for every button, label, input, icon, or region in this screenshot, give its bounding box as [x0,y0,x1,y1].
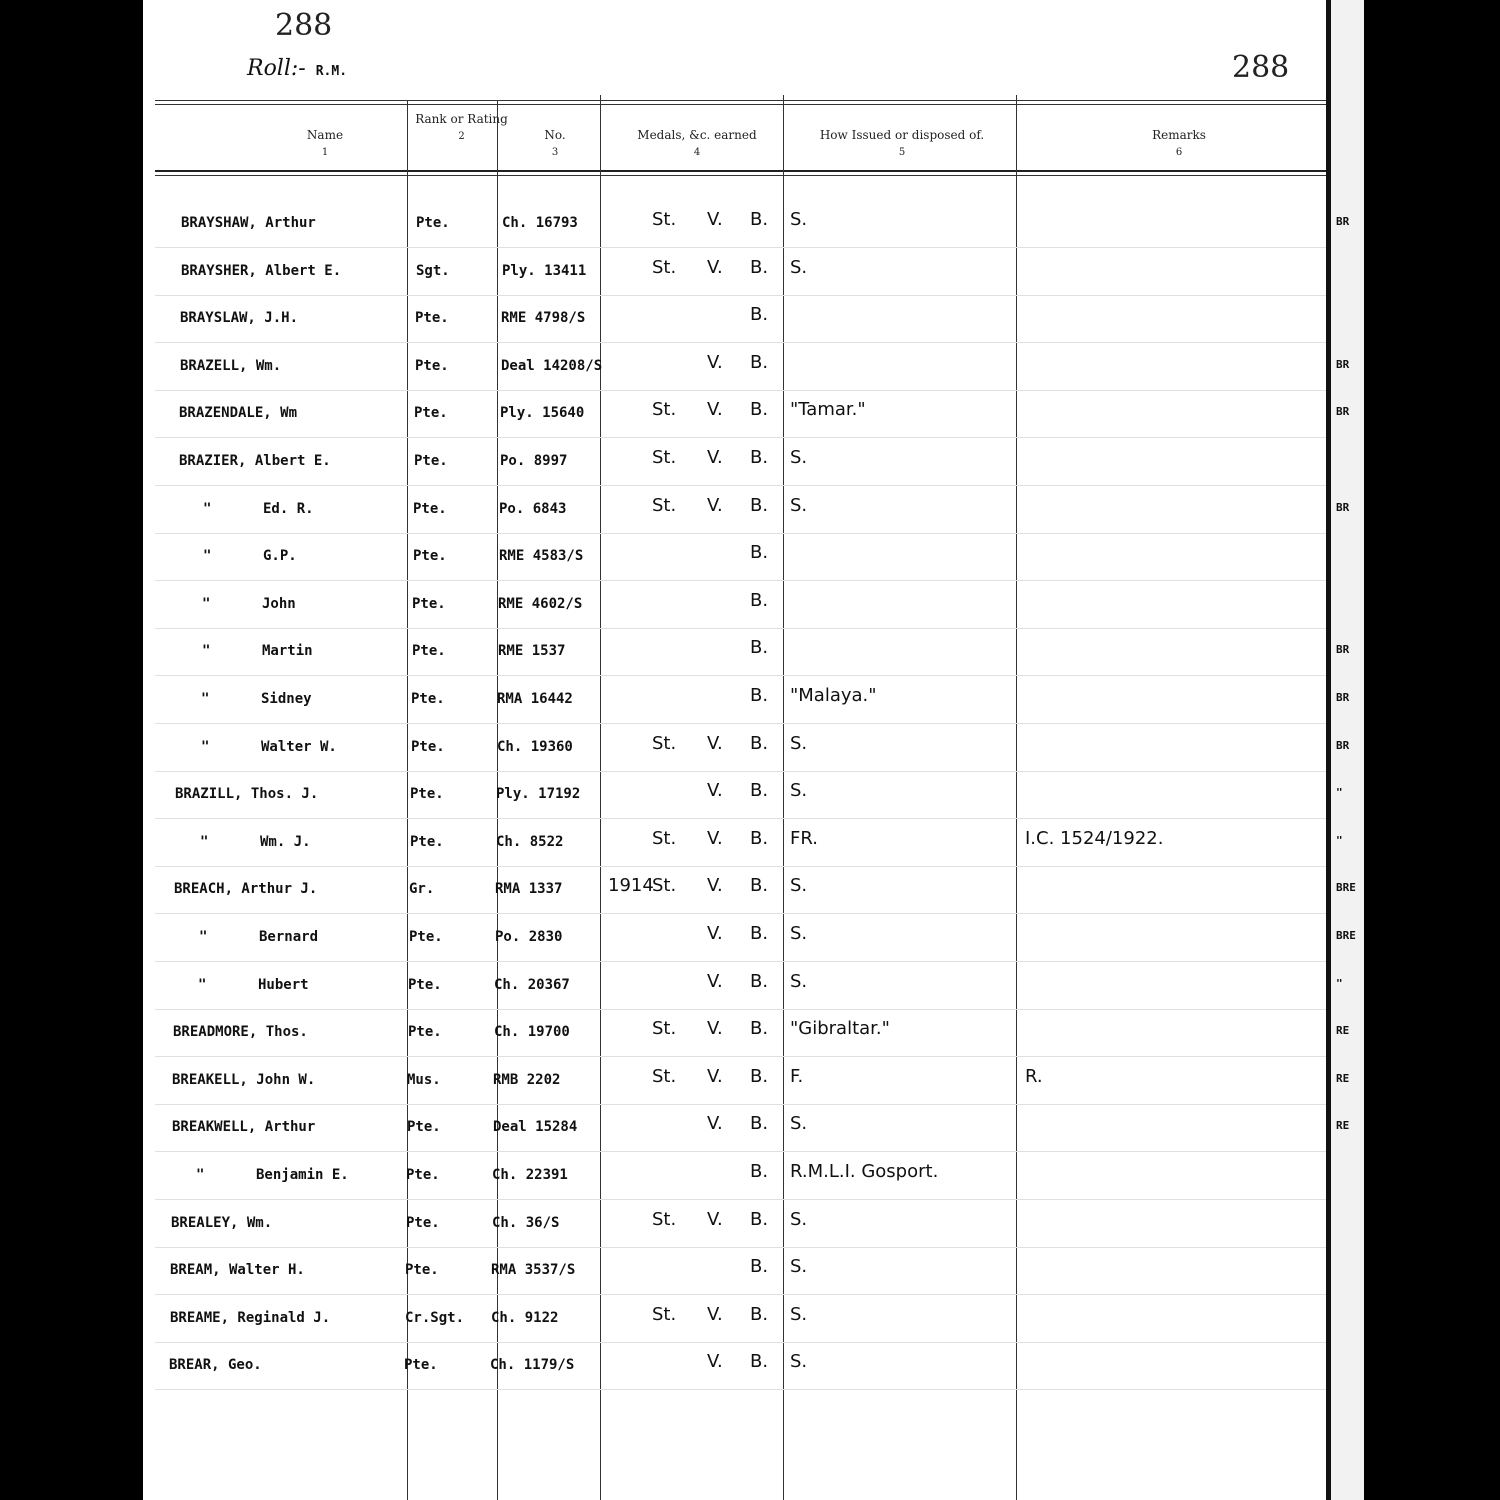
issued-cell: S. [790,875,808,896]
issued-cell: S. [790,257,808,278]
service-number: Ch. 9122 [491,1310,559,1326]
given-name: Ed. R. [263,501,314,517]
medal-star: St. [652,447,677,468]
issued-cell: S. [790,1256,808,1277]
issued-cell: S. [790,923,808,944]
edge-tab: BR [1336,358,1350,371]
page-number-right: 288 [1232,50,1290,85]
issued-cell: S. [790,447,808,468]
medal-british: B. [750,1304,769,1325]
rank-cell: Pte. [414,405,448,421]
medal-star: St. [652,1209,677,1230]
service-number: RME 4583/S [499,548,584,564]
medal-victory: V. [707,780,723,801]
medal-british: B. [750,495,769,516]
row-rule [155,1389,1326,1390]
edge-tab: BR [1336,501,1350,514]
medal-victory: V. [707,399,723,420]
row-rule [155,390,1326,391]
service-number: RME 4602/S [498,596,583,612]
edge-tab: BRE [1336,881,1356,894]
ditto-mark: " [199,929,208,945]
row-rule [155,1056,1326,1057]
surname-entry: BREAM, Walter H. [170,1262,305,1278]
rank-cell: Pte. [404,1357,438,1373]
row-rule [155,1151,1326,1152]
edge-tab: BR [1336,215,1350,228]
medal-british: B. [750,209,769,230]
surname-entry: BRAZILL, Thos. J. [175,786,319,802]
medal-star: St. [652,1066,677,1087]
row-rule [155,818,1326,819]
issued-cell: S. [790,733,808,754]
row-rule [155,675,1326,676]
medal-victory: V. [707,828,723,849]
rank-cell: Pte. [414,453,448,469]
service-number: Ch. 19700 [494,1024,570,1040]
medal-victory: V. [707,352,723,373]
surname-entry: BREADMORE, Thos. [173,1024,308,1040]
row-rule [155,961,1326,962]
issued-cell: "Gibraltar." [790,1018,890,1039]
given-name: Martin [262,643,313,659]
ditto-mark: " [201,739,210,755]
medal-victory: V. [707,1018,723,1039]
edge-tab: BR [1336,739,1350,752]
edge-tab: BR [1336,643,1350,656]
rank-cell: Pte. [410,786,444,802]
given-name: Benjamin E. [256,1167,349,1183]
rank-cell: Pte. [406,1215,440,1231]
edge-tab: BRE [1336,929,1356,942]
edge-tab: " [1336,834,1343,847]
header-bottom-rule [155,170,1326,172]
col-header-name: Name 1 [306,128,344,158]
service-number: Ch. 20367 [494,977,570,993]
service-number: Ch. 16793 [502,215,578,231]
row-rule [155,437,1326,438]
issued-cell: FR. [790,828,818,849]
medal-british: B. [750,1209,769,1230]
service-number: Deal 14208/S [501,358,603,374]
rank-cell: Pte. [412,643,446,659]
medal-british: B. [750,304,769,325]
medal-victory: V. [707,1066,723,1087]
medal-victory: V. [707,209,723,230]
row-rule [155,1199,1326,1200]
row-rule [155,723,1326,724]
medal-british: B. [750,1256,769,1277]
col-divider-1 [407,100,408,1500]
edge-tab: " [1336,977,1343,990]
given-name: Sidney [261,691,312,707]
row-rule [155,1294,1326,1295]
issued-cell: S. [790,1351,808,1372]
surname-entry: BREAKELL, John W. [172,1072,316,1088]
row-rule [155,247,1326,248]
col-header-issued: How Issued or disposed of. 5 [819,128,985,158]
header-top-rule-2 [155,104,1326,105]
rank-cell: Pte. [413,548,447,564]
issued-cell: S. [790,1304,808,1325]
service-number: Ply. 13411 [502,263,587,279]
medal-victory: V. [707,1209,723,1230]
issued-cell: S. [790,1113,808,1134]
rank-cell: Pte. [416,215,450,231]
ditto-mark: " [203,548,212,564]
medal-victory: V. [707,257,723,278]
medal-british: B. [750,542,769,563]
rank-cell: Pte. [406,1167,440,1183]
surname-entry: BRAYSLAW, J.H. [180,310,299,326]
row-rule [155,1342,1326,1343]
surname-entry: BRAZELL, Wm. [180,358,282,374]
row-rule [155,1009,1326,1010]
col-header-remarks: Remarks 6 [1152,128,1206,158]
header-bottom-rule-2 [155,175,1326,176]
rank-cell: Gr. [409,881,435,897]
col-divider-5 [1016,95,1017,1500]
service-number: Ply. 17192 [496,786,581,802]
row-rule [155,295,1326,296]
ditto-mark: " [201,691,210,707]
remarks-cell: I.C. 1524/1922. [1025,828,1164,849]
rank-cell: Pte. [408,1024,442,1040]
row-rule [155,580,1326,581]
ditto-mark: " [202,596,211,612]
medal-victory: V. [707,1113,723,1134]
ditto-mark: " [203,501,212,517]
service-number: Po. 2830 [495,929,563,945]
surname-entry: BREAR, Geo. [169,1357,262,1373]
medal-british: B. [750,828,769,849]
edge-tab: BR [1336,691,1350,704]
medal-british: B. [750,590,769,611]
col-header-medals: Medals, &c. earned 4 [637,128,757,158]
medal-british: B. [750,257,769,278]
issued-cell: S. [790,971,808,992]
rank-cell: Pte. [415,310,449,326]
service-number: RMA 16442 [497,691,573,707]
medal-british: B. [750,352,769,373]
service-number: RME 1537 [498,643,566,659]
edge-tab: RE [1336,1072,1350,1085]
medal-star: St. [652,875,677,896]
rank-cell: Pte. [410,834,444,850]
row-rule [155,1104,1326,1105]
medal-british: B. [750,685,769,706]
surname-entry: BRAZENDALE, Wm [179,405,298,421]
row-rule [155,771,1326,772]
medal-british: B. [750,733,769,754]
page-number-left: 288 [275,8,333,43]
rank-cell: Pte. [411,691,445,707]
service-number: RME 4798/S [501,310,586,326]
service-number: Ch. 22391 [492,1167,568,1183]
medal-star: St. [652,733,677,754]
issued-cell: "Malaya." [790,685,877,706]
service-number: Ch. 8522 [496,834,564,850]
surname-entry: BREALEY, Wm. [171,1215,273,1231]
edge-tab: BR [1336,405,1350,418]
issued-cell: S. [790,1209,808,1230]
medal-victory: V. [707,971,723,992]
medal-british: B. [750,637,769,658]
edge-tab: " [1336,786,1343,799]
service-number: Ch. 36/S [492,1215,560,1231]
medal-victory: V. [707,495,723,516]
issued-cell: S. [790,209,808,230]
row-rule [155,913,1326,914]
given-name: Bernard [259,929,319,945]
issued-cell: R.M.L.I. Gosport. [790,1161,939,1182]
medal-star: St. [652,209,677,230]
roll-heading [247,56,347,81]
medal-victory: V. [707,875,723,896]
medal-star: St. [652,1018,677,1039]
roll-label: Roll:- [247,56,306,81]
ditto-mark: " [200,834,209,850]
service-number: Ply. 15640 [500,405,585,421]
ditto-mark: " [198,977,207,993]
medal-british: B. [750,923,769,944]
medal-british: B. [750,399,769,420]
service-number: Po. 6843 [499,501,567,517]
surname-entry: BREACH, Arthur J. [174,881,318,897]
rank-cell: Mus. [407,1072,441,1088]
remarks-cell: R. [1025,1066,1043,1087]
surname-entry: BRAYSHAW, Arthur [181,215,316,231]
medal-british: B. [750,875,769,896]
rank-cell: Pte. [413,501,447,517]
rank-cell: Pte. [411,739,445,755]
header-top-rule [155,100,1326,101]
service-number: RMB 2202 [493,1072,561,1088]
row-rule [155,485,1326,486]
issued-cell: S. [790,495,808,516]
medal-victory: V. [707,1351,723,1372]
surname-entry: BRAYSHER, Albert E. [181,263,342,279]
medal-british: B. [750,971,769,992]
surname-entry: BREAKWELL, Arthur [172,1119,316,1135]
roll-value: R.M. [315,64,348,79]
medal-star: St. [652,495,677,516]
rank-cell: Pte. [405,1262,439,1278]
rank-cell: Pte. [407,1119,441,1135]
medal-star: St. [652,257,677,278]
rank-cell: Cr.Sgt. [405,1310,465,1326]
service-number: RMA 1337 [495,881,563,897]
medal-british: B. [750,447,769,468]
issued-cell: F. [790,1066,804,1087]
col-header-rank: Rank or Rating 2 [415,112,508,142]
row-rule [155,1247,1326,1248]
medal-victory: V. [707,923,723,944]
service-number: RMA 3537/S [491,1262,576,1278]
surname-entry: BREAME, Reginald J. [170,1310,331,1326]
medal-star: St. [652,399,677,420]
medal-year: 1914 [608,875,654,896]
medal-british: B. [750,1113,769,1134]
col-header-number: No. 3 [544,128,566,158]
service-number: Ch. 1179/S [490,1357,575,1373]
service-number: Po. 8997 [500,453,568,469]
row-rule [155,342,1326,343]
given-name: Wm. J. [260,834,311,850]
row-rule [155,628,1326,629]
medal-star: St. [652,828,677,849]
rank-cell: Pte. [409,929,443,945]
ditto-mark: " [202,643,211,659]
rank-cell: Pte. [415,358,449,374]
medal-british: B. [750,1161,769,1182]
ditto-mark: " [196,1167,205,1183]
issued-cell: S. [790,780,808,801]
given-name: John [262,596,296,612]
surname-entry: BRAZIER, Albert E. [179,453,331,469]
medal-british: B. [750,1351,769,1372]
rank-cell: Sgt. [416,263,450,279]
rank-cell: Pte. [408,977,442,993]
medal-british: B. [750,1066,769,1087]
medal-victory: V. [707,447,723,468]
medal-victory: V. [707,1304,723,1325]
medal-star: St. [652,1304,677,1325]
service-number: Ch. 19360 [497,739,573,755]
col-divider-3 [600,95,601,1500]
edge-tab: RE [1336,1119,1350,1132]
rank-cell: Pte. [412,596,446,612]
medal-victory: V. [707,733,723,754]
service-number: Deal 15284 [493,1119,578,1135]
given-name: G.P. [263,548,297,564]
given-name: Hubert [258,977,309,993]
col-divider-4 [783,95,784,1500]
row-rule [155,866,1326,867]
given-name: Walter W. [261,739,337,755]
edge-tab: RE [1336,1024,1350,1037]
medal-british: B. [750,780,769,801]
row-rule [155,533,1326,534]
medal-british: B. [750,1018,769,1039]
issued-cell: "Tamar." [790,399,866,420]
